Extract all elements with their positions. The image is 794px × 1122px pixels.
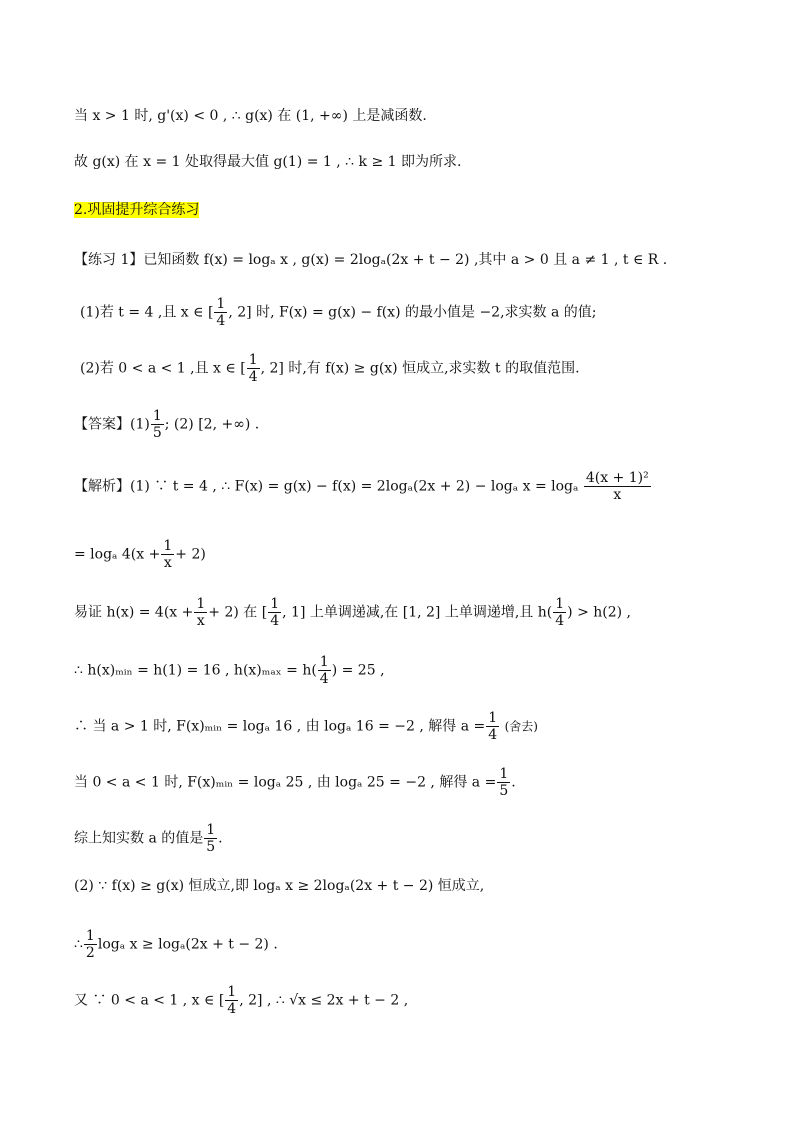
solution-line-10 xyxy=(74,984,408,1017)
sol2-text-b: + 2) xyxy=(175,546,206,563)
fraction-1-4: $\frac{1}{4}$ xyxy=(555,596,565,629)
fraction-1-5: $\frac{1}{5}$ xyxy=(152,408,162,441)
fraction-1-5: $\frac{1}{5}$ xyxy=(499,766,509,799)
sol2-text-a: = logₐ 4(x + xyxy=(74,546,161,563)
solution-line-2 xyxy=(74,538,206,571)
sol9-text-b: logₐ x ≥ logₐ(2x + t − 2) . xyxy=(97,936,278,953)
answer-text-b: ; (2) [2, +∞) . xyxy=(164,416,260,433)
solution-line-1 xyxy=(74,470,652,503)
q1-text-a: (1)若 t = 4 ,且 x ∈ [ xyxy=(80,304,214,321)
text-line-1: 当 x > 1 时, g'(x) < 0 , ∴ g(x) 在 (1, +∞) 上是减函数. xyxy=(74,108,427,124)
answer-text-a: 【答案】(1) xyxy=(74,416,150,433)
sol3-text-c: , 1] 上单调递减,在 [1, 2] 上单调递增,且 h( xyxy=(282,604,553,621)
sol7-text-a: 综上知实数 a 的值是 xyxy=(74,830,204,847)
sol3-text-b: + 2) 在 [ xyxy=(208,604,268,621)
highlighted-heading: 2.巩固提升综合练习 xyxy=(74,202,200,218)
solution-text-a: 【解析】(1) ∵ t = 4 , ∴ F(x) = g(x) − f(x) = 2logₐ(2x + 2) − logₐ x = logₐ xyxy=(74,478,579,495)
sol10-text-a: 又 ∵ 0 < a < 1 , x ∈ [ xyxy=(74,992,225,1009)
fraction-1-4: $\frac{1}{4}$ xyxy=(270,596,280,629)
q2-text-b: , 2] 时,有 f(x) ≥ g(x) 恒成立,求实数 t 的取值范围. xyxy=(260,360,580,377)
sol10-text-b: , 2] , ∴ √x ≤ 2x + t − 2 , xyxy=(239,992,409,1009)
sol3-text-d: ) > h(2) , xyxy=(567,604,631,621)
solution-line-4 xyxy=(74,654,385,687)
q2-text-a: (2)若 0 < a < 1 ,且 x ∈ [ xyxy=(80,360,246,377)
sol3-text-a: 易证 h(x) = 4(x + xyxy=(74,604,194,621)
answer-line xyxy=(74,408,259,441)
fraction-1-2: $\frac{1}{2}$ xyxy=(85,928,95,961)
question-1 xyxy=(80,296,597,329)
sol4-text-b: ) = 25 , xyxy=(331,662,385,679)
fraction-1-4: $\frac{1}{4}$ xyxy=(248,352,258,385)
solution-line-7 xyxy=(74,822,223,855)
fraction-1-5: $\frac{1}{5}$ xyxy=(206,822,216,855)
sol6-text-b: . xyxy=(511,774,516,791)
sol5-text-b: (舍去) xyxy=(504,719,538,734)
fraction-4x1sq-over-x: $\frac{\text{4(x + 1)²}}{x}$ xyxy=(585,470,649,503)
solution-line-9 xyxy=(74,928,278,961)
fraction-1-4: $\frac{1}{4}$ xyxy=(216,296,226,329)
sol9-text-a: ∴ xyxy=(74,936,83,953)
solution-line-3 xyxy=(74,596,631,629)
solution-line-6 xyxy=(74,766,516,799)
text-line-2: 故 g(x) 在 x = 1 处取得最大值 g(1) = 1 , ∴ k ≥ 1 即为所求. xyxy=(74,154,462,170)
fraction-1-4: $\frac{1}{4}$ xyxy=(227,984,237,1017)
fraction-1-x: $\frac{1}{x}$ xyxy=(196,596,206,629)
sol7-text-b: . xyxy=(218,830,223,847)
solution-line-5 xyxy=(74,710,538,743)
sol4-text-a: ∴ h(x)ₘᵢₙ = h(1) = 16 , h(x)ₘₐₓ = h( xyxy=(74,662,317,679)
sol5-text-a: ∴ 当 a > 1 时, F(x)ₘᵢₙ = logₐ 16 , 由 logₐ 16 = −2 , 解得 a = xyxy=(74,718,486,735)
q1-text-b: , 2] 时, F(x) = g(x) − f(x) 的最小值是 −2,求实数 a 的值; xyxy=(228,304,597,321)
question-2 xyxy=(80,352,580,385)
fraction-1-4: $\frac{1}{4}$ xyxy=(319,654,329,687)
solution-line-8: (2) ∵ f(x) ≥ g(x) 恒成立,即 logₐ x ≥ 2logₐ(2x + t − 2) 恒成立, xyxy=(74,878,485,894)
exercise-statement: 【练习 1】已知函数 f(x) = logₐ x , g(x) = 2logₐ(2x + t − 2) ,其中 a > 0 且 a ≠ 1 , t ∈ R . xyxy=(74,252,668,268)
fraction-1-x: $\frac{1}{x}$ xyxy=(163,538,173,571)
sol6-text-a: 当 0 < a < 1 时, F(x)ₘᵢₙ = logₐ 25 , 由 logₐ 25 = −2 , 解得 a = xyxy=(74,774,497,791)
fraction-1-4: $\frac{1}{4}$ xyxy=(488,710,498,743)
section-heading xyxy=(74,200,199,220)
